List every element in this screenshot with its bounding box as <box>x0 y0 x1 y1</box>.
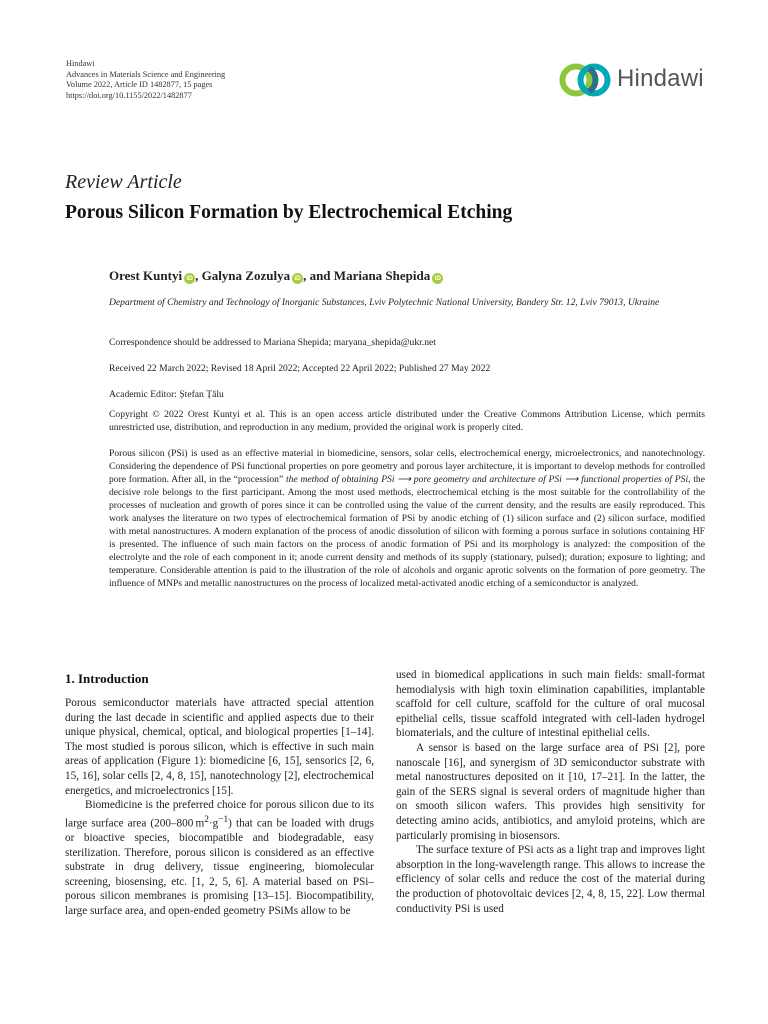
author-list <box>109 268 443 284</box>
text-run: Biomedicine is the preferred choice for porous silicon due to its large surface area (200–800 m <box>65 799 374 830</box>
publisher-name: Hindawi <box>66 59 95 68</box>
author-name[interactable]: Galyna Zozulya <box>201 268 291 283</box>
text-run: ·g <box>208 817 219 830</box>
author-separator: , and <box>303 268 334 283</box>
correspondence: Correspondence should be addressed to Mariana Shepida; maryana_shepida@ukr.net <box>109 337 436 348</box>
affiliation: Department of Chemistry and Technology of Inorganic Substances, Lviv Polytechnic National University, Bandery Str. 12, Lviv 79013, Ukraine <box>109 297 660 308</box>
text-run: ) that can be loaded with drugs or bioactive species, biocompatible and biodegradable, easy sterilization. Therefore, porous silicon is considered as an effective substrate in drug delivery, tissue engineering, biomolecular screening, biosensing, etc. [1, 2, 5, 6]. A material based on PSi–porous silicon membranes is promising [13–15]. Biocompatibility, large surface area, and open-ended geometry PSiMs allow to be <box>65 817 374 918</box>
copyright-text: Copyright © 2022 Orest Kuntyi et al. This is an open access article distributed under the Creative Commons Attribution License, which permits unrestricted use, distribution, and reproduction in any medium, provided the original work is properly cited. <box>109 409 705 433</box>
author-name[interactable]: Mariana Shepida <box>333 268 431 283</box>
doi-link[interactable]: https://doi.org/10.1155/2022/1482877 <box>66 90 192 100</box>
author-separator: , <box>195 268 202 283</box>
abstract-emphasis: the method of obtaining PSi ⟶ pore geometry and architecture of PSi ⟶ functional properties of PSi <box>285 474 689 485</box>
body-paragraph: used in biomedical applications in such main fields: small-format hemodialysis with high toxin elimination capabilities, implantable scaffold for cell culture, scaffold for the culture of oral mucosal epithelial cells, tissue scaffold integrated with cell-laden hydrogel biomaterials, and the culture of intestinal epithelial cells. <box>396 669 705 740</box>
copyright-notice <box>109 408 705 434</box>
abstract <box>109 447 705 590</box>
publication-dates: Received 22 March 2022; Revised 18 April 2022; Accepted 22 April 2022; Published 27 May 2022 <box>109 363 491 374</box>
volume-info: Volume 2022, Article ID 1482877, 15 pages <box>66 80 213 90</box>
orcid-icon[interactable]: iD <box>184 273 195 284</box>
abstract-part: , the decisive role belongs to the first participant. Among the most used methods, electrochemical etching is the most suitable for the controllability of the processes of nucleation and growth of pores since it can be controlled using the value of the current density, and the results are easily reproduced. This work analyses the literature on two types of electrochemical formation of PSi by anodic etching of (1) silicon surface and (2) silicon surface, modified with metal nanostructures. A modern explanation of the process of anodic dissolution of silicon with forming a porous surface in solutions containing HF is presented. The influence of such main factors on the process of anodic formation of PSi and its morphology is analyzed: the composition of the electrolyte and the role of each component in it; anode current density and methods of its supply (stationary, pulsed); duration; exposure to lighting; and temperature. Considerable attention is paid to the illustration of the role of alcohols and organic aprotic solvents on the formation of pore geometry. The influence of MNPs and metallic nanostructures on the process of localized metal-activated anodic etching of a semiconductor is analyzed. <box>109 474 705 589</box>
abstract-text <box>109 447 705 590</box>
journal-meta <box>66 59 225 101</box>
body-column-left <box>65 696 374 919</box>
article-title: Porous Silicon Formation by Electrochemical Etching <box>65 202 513 223</box>
body-paragraph: A sensor is based on the large surface area of PSi [2], pore nanoscale [16], and synergism of 3D semiconductor substrate with metal nanostructures deposited on it [10, 17–21]. In the latter, the gain of the SERS signal is several orders of magnitude higher than on smooth silicon wafers. This provides high sensitivity for detecting amino acids, antibiotics, and amyloid proteins, which are particularly promising in biosensors. <box>396 741 705 842</box>
abstract-part: Porous silicon (PSi) is used as an effective material in biomedicine, sensors, solar cells, electrochemical energy, microelectronics, and nanotechnology. Considering the dependence of PSi functional properties on pore geometry and porous layer architecture, it is important to develop methods for controlled pore formation. After all, in the “procession” <box>109 448 705 485</box>
hindawi-logo-text: Hindawi <box>617 65 704 92</box>
orcid-icon[interactable]: iD <box>292 273 303 284</box>
body-paragraph: The surface texture of PSi acts as a light trap and improves light absorption in the long-wavelength range. This allows to increase the efficiency of solar cells and reduce the cost of the material during the production of photovoltaic devices [2, 4, 8, 15, 22]. Low thermal conductivity PSi is used <box>396 844 705 915</box>
body-paragraph: Porous semiconductor materials have attracted special attention during the last decade in scientific and applied aspects due to their unique physical, chemical, optical, and biological properties [1–14]. The most studied is porous silicon, which is effective in such main areas of application (Figure 1): biomedicine [6, 15], sensorics [2, 6, 15, 16], solar cells [2, 4, 8, 15], nanotechnology [2], electrochemical energetics, and microelectronics [15]. <box>65 697 374 797</box>
superscript: −1 <box>218 814 229 825</box>
academic-editor: Academic Editor: Ștefan Țălu <box>109 389 224 400</box>
body-column-right <box>396 668 705 916</box>
orcid-icon[interactable]: iD <box>432 273 443 284</box>
journal-name: Advances in Materials Science and Engineering <box>66 69 226 79</box>
superscript: 2 <box>204 814 209 825</box>
author-name[interactable]: Orest Kuntyi <box>109 268 183 283</box>
hindawi-logo-icon <box>556 62 614 98</box>
article-type: Review Article <box>65 171 182 193</box>
section-heading: 1. Introduction <box>65 671 149 686</box>
hindawi-logo[interactable] <box>556 62 706 98</box>
body-paragraph <box>65 798 374 918</box>
